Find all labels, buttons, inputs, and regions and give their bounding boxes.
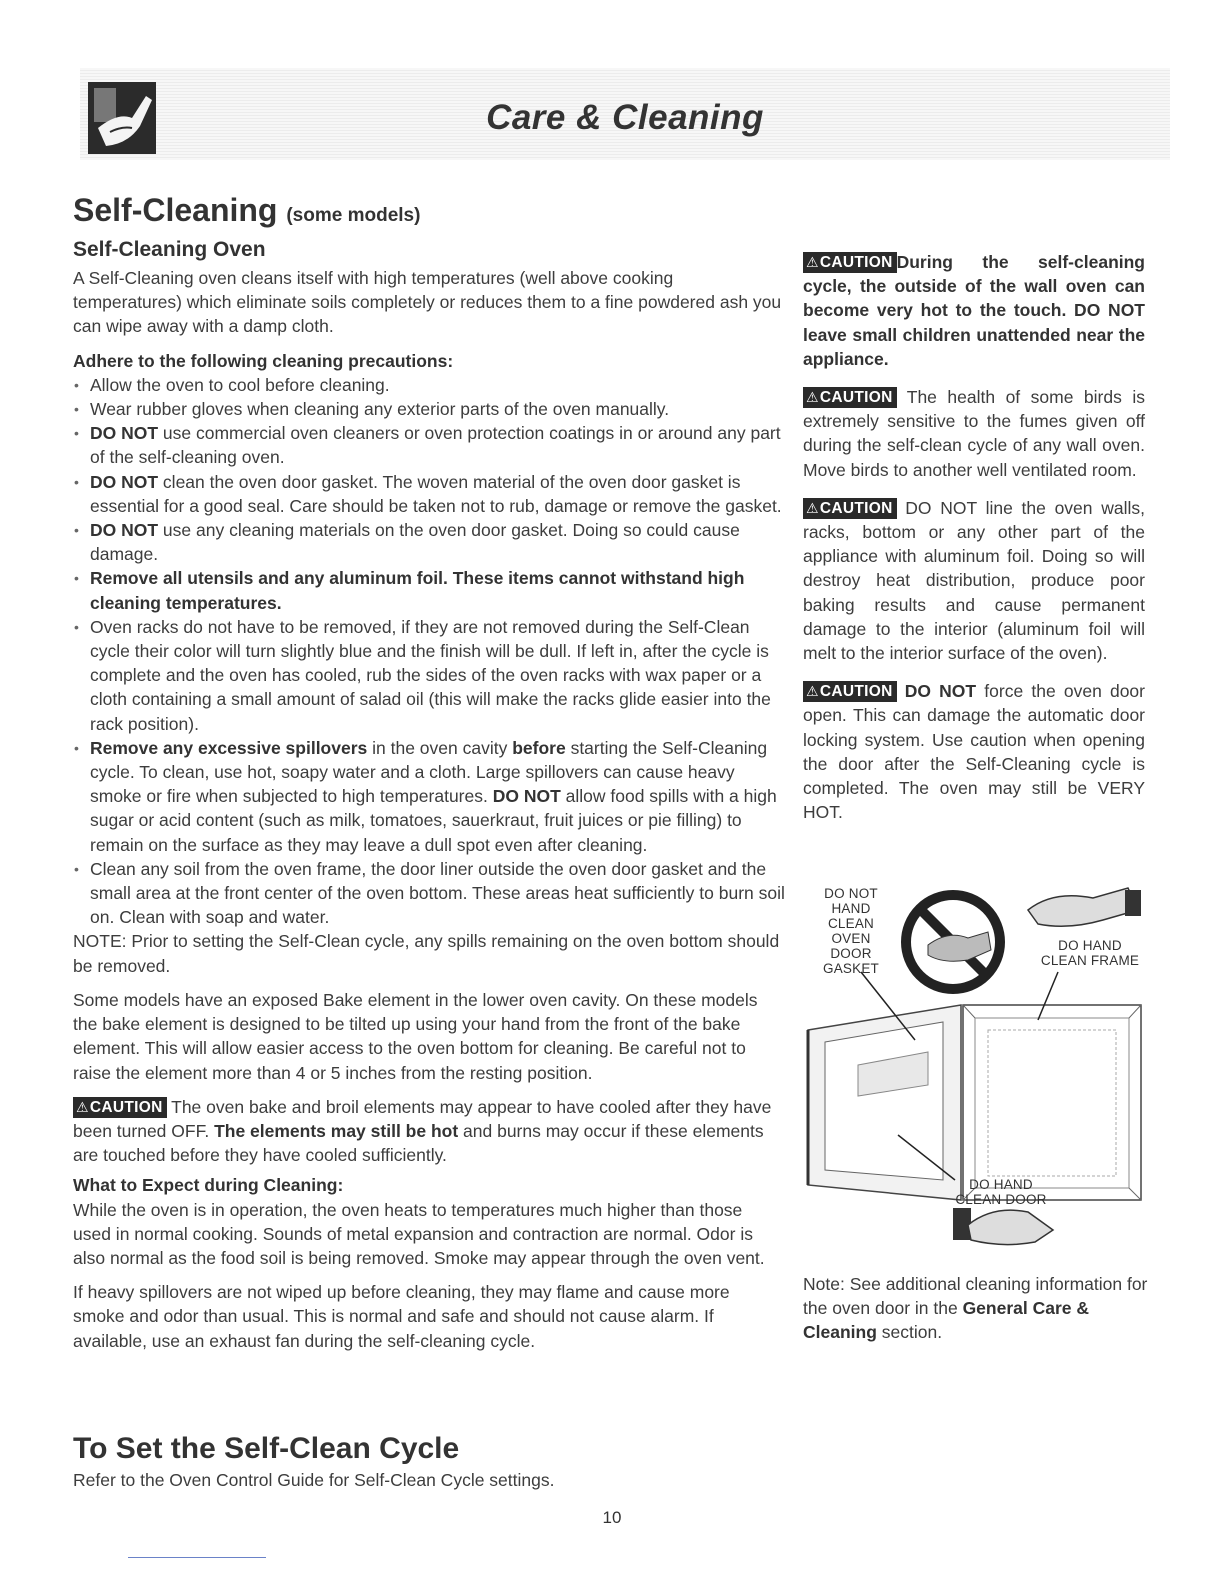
item-bold: Remove all utensils and any aluminum foil. These items cannot withstand high cleaning temperatures.	[90, 568, 745, 613]
item-text: Allow the oven to cool before cleaning.	[90, 374, 390, 395]
caution-text: DO NOT line the oven walls, racks, bottom or any other part of the appliance with aluminum foil. Doing so will destroy heat distribution, produce poor baking results and cause permanent damage to the interior (aluminum foil will melt to the interior surface of the oven).	[803, 497, 1145, 664]
label-line: CLEAN OVEN	[827, 916, 874, 946]
set-cycle-title: To Set the Self-Clean Cycle	[73, 1432, 460, 1465]
expect-paragraph-2: If heavy spillovers are not wiped up before cleaning, they may flame and cause more smoke and odor than usual. This is normal and safe and should not cause alarm. If available, use an exhaust fan during the self-cleaning cycle.	[73, 1282, 730, 1351]
page-header	[80, 68, 1170, 160]
item-bold: DO NOT	[492, 786, 561, 807]
footer-divider	[128, 1557, 266, 1558]
expect-paragraph-1: While the oven is in operation, the oven heats to temperatures much higher than those used in normal cooking. Sounds of metal expansion and contraction are normal. Odor is also normal as the food soil is being removed. Smoke may appear through the oven vent.	[73, 1199, 765, 1268]
caution-text: The oven bake and broil elements may appear to have cooled after they have been turned OFF.	[73, 1096, 772, 1141]
caution-elements-paragraph	[73, 1095, 785, 1168]
list-item	[73, 397, 785, 421]
subsection-title: Self-Cleaning Oven	[73, 238, 266, 261]
caution-bold: The elements may still be hot	[214, 1120, 459, 1141]
item-text: Oven racks do not have to be removed, if they are not removed during the Self-Clean cycle their color will turn slightly blue and the finish will be dull. If left in, after the cycle is complete and the oven has cooled, rub the sides of the oven racks with wax paper or a cloth containing a small amount of salad oil (this will make the racks glide easier into the rack position).	[90, 616, 771, 734]
label-clean-frame	[1035, 938, 1145, 968]
item-text: Wear rubber gloves when cleaning any exterior parts of the oven manually.	[90, 399, 670, 420]
caution-badge	[803, 681, 897, 702]
list-item	[73, 857, 785, 930]
item-text: allow food spills with a high sugar or acid content (such as milk, tomatoes, sauerkraut, fruit juices or pie filling) to remain on the surface as they may leave a dull spot even after cleaning.	[90, 786, 777, 855]
header-title: Care & Cleaning	[486, 98, 764, 137]
note-paragraph: NOTE: Prior to setting the Self-Clean cycle, any spills remaining on the oven bottom should be removed.	[73, 931, 780, 976]
caution-block	[803, 385, 1145, 482]
label-line: GASKET	[823, 961, 879, 976]
expect-heading: What to Expect during Cleaning:	[73, 1175, 344, 1196]
intro-paragraph: A Self-Cleaning oven cleans itself with high temperatures (well above cooking temperatures) which eliminate soils completely or reduces them to a fine powdered ash you can wipe away with a damp cloth.	[73, 268, 782, 337]
caution-block	[803, 496, 1145, 665]
caution-badge	[803, 387, 897, 408]
label-line: DOOR	[830, 946, 872, 961]
caution-text: The health of some birds is extremely sensitive to the fumes given off during the self-clean cycle of any wall oven. Move birds to another well ventilated room.	[803, 387, 1145, 480]
item-text: starting the Self-Cleaning cycle. To clean, use hot, soapy water and a cloth. Large spillovers can cause heavy smoke or fire when subjected to high temperatures.	[90, 737, 768, 807]
caution-badge	[803, 252, 897, 273]
caution-label: CAUTION	[819, 254, 893, 271]
precautions-list	[73, 373, 785, 930]
caution-text: and burns may occur if these elements are touched before they have cooled sufficiently.	[73, 1120, 764, 1166]
section-title	[73, 192, 420, 229]
note-text: section.	[876, 1322, 943, 1343]
item-bold: DO NOT	[90, 471, 159, 492]
item-bold: DO NOT	[90, 423, 159, 444]
caution-label: CAUTION	[819, 683, 893, 701]
caution-bold: DO NOT	[896, 681, 977, 702]
caution-bold: During the self-cleaning cycle, the outside of the wall oven can become very hot to the touch. DO NOT leave small children unattended near the appliance.	[803, 252, 1145, 369]
page-number: 10	[602, 1508, 622, 1527]
caution-block	[803, 250, 1145, 371]
note-bold: General Care & Cleaning	[803, 1298, 1090, 1343]
label-line: DO NOT	[824, 886, 878, 901]
warning-triangle-icon: ⚠	[806, 499, 819, 516]
item-text: clean the oven door gasket. The woven material of the oven door gasket is essential for a good seal. Care should be taken not to rub, damage or remove the gasket.	[90, 471, 782, 516]
caution-label: CAUTION	[89, 1098, 163, 1116]
item-bold: Remove any excessive spillovers	[90, 737, 368, 758]
item-text: use commercial oven cleaners or oven protection coatings in or around any part of the self-cleaning oven.	[90, 423, 781, 468]
caution-block	[803, 679, 1145, 824]
list-item	[73, 736, 785, 857]
warning-triangle-icon: ⚠	[806, 389, 819, 406]
section-qualifier: (some models)	[286, 205, 421, 226]
item-bold: before	[512, 737, 566, 758]
caution-label: CAUTION	[819, 389, 893, 407]
right-column	[803, 250, 1145, 838]
precautions-heading: Adhere to the following cleaning precautions:	[73, 350, 454, 371]
caution-label: CAUTION	[819, 499, 893, 517]
pointer-line	[1038, 972, 1058, 1020]
label-line: DO HAND	[1058, 938, 1122, 953]
caution-badge	[803, 498, 897, 519]
set-cycle-text: Refer to the Oven Control Guide for Self-Clean Cycle settings.	[73, 1470, 555, 1490]
item-text: in the oven cavity	[367, 737, 513, 758]
list-item	[73, 470, 785, 518]
list-item	[73, 615, 785, 736]
hand-icon	[953, 1208, 1053, 1245]
warning-triangle-icon: ⚠	[76, 1098, 89, 1115]
label-line: CLEAN FRAME	[1040, 953, 1140, 968]
label-no-hand-clean	[811, 886, 891, 976]
hand-icon	[1028, 888, 1141, 926]
oven-frame-drawing	[963, 1005, 1141, 1200]
warning-triangle-icon: ⚠	[806, 254, 819, 270]
bake-element-paragraph: Some models have an exposed Bake element in the lower oven cavity. On these models the bake element is designed to be tilted up using your hand from the front of the bake element. This will allow easier access to the oven bottom for cleaning. Be careful not to raise the element more than 4 or 5 inches from the resting position.	[73, 989, 758, 1083]
label-line: HAND	[831, 901, 871, 916]
list-item	[73, 421, 785, 469]
prohibition-icon	[906, 895, 1000, 989]
label-line: DO HAND	[969, 1177, 1033, 1192]
door-cleaning-note	[803, 1272, 1148, 1345]
caution-text: force the oven door open. This can damage the automatic door locking system. Use caution when opening the door after the Self-Cleaning cycle is completed. The oven may still be VERY HOT.	[803, 681, 1145, 823]
item-text: use any cleaning materials on the oven door gasket. Doing so could cause damage.	[90, 520, 740, 565]
list-item	[73, 566, 785, 614]
item-bold: DO NOT	[90, 520, 159, 541]
oven-door-drawing	[808, 1005, 961, 1200]
left-column	[73, 266, 785, 1353]
label-clean-door	[951, 1177, 1051, 1207]
oven-cleaning-illustration	[803, 880, 1148, 1270]
caution-badge	[73, 1097, 167, 1118]
note-text: Note: See additional cleaning information for the oven door in the	[803, 1274, 1148, 1319]
list-item	[73, 373, 785, 397]
section-title-text: Self-Cleaning	[73, 192, 278, 228]
warning-triangle-icon: ⚠	[806, 683, 819, 700]
item-text: Clean any soil from the oven frame, the door liner outside the oven door gasket and the small area at the front center of the oven bottom. These areas heat sufficiently to burn soil on. Clean with soap and water.	[90, 858, 785, 928]
label-line: CLEAN DOOR	[955, 1192, 1047, 1207]
list-item	[73, 518, 785, 566]
